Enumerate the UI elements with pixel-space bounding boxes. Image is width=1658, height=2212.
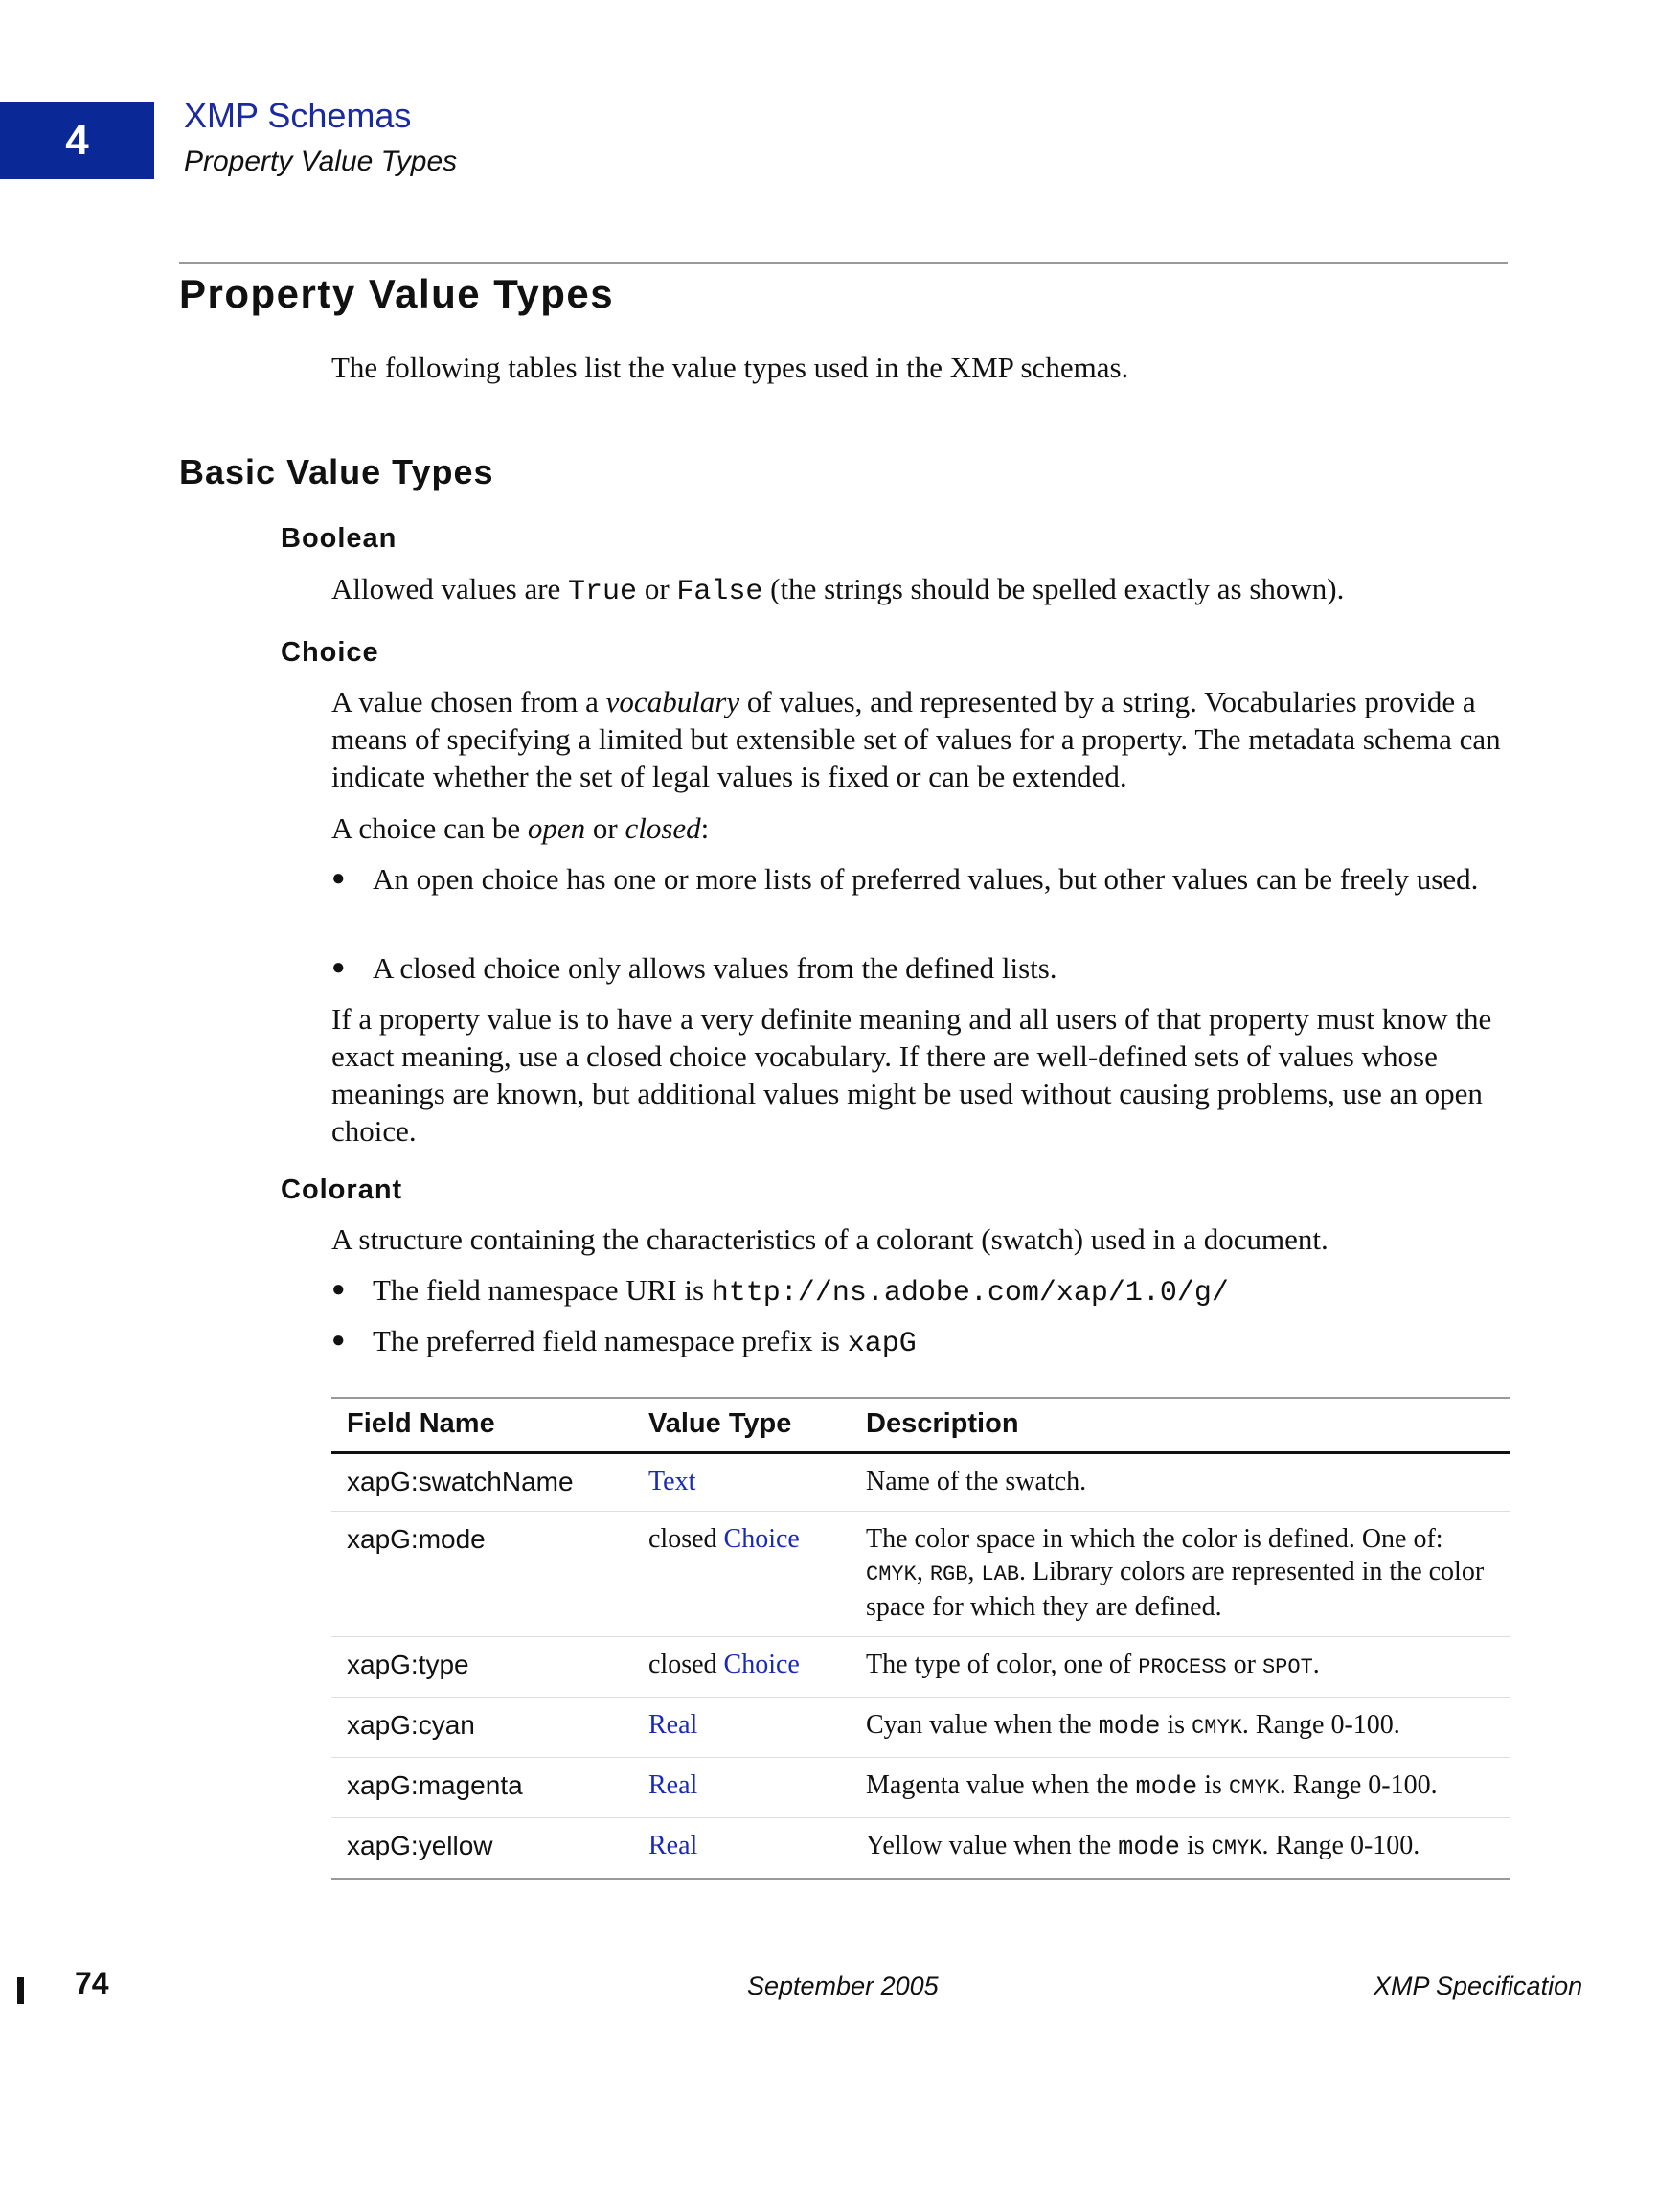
bullet-icon: ● — [331, 955, 346, 980]
false-value: False — [676, 576, 763, 608]
true-value: True — [568, 576, 638, 608]
header-section-title: Property Value Types — [184, 146, 458, 177]
list-item: ● An open choice has one or more lists of preferred values, but other values can be freely used. — [331, 862, 1479, 896]
footer-document-title: XMP Specification — [1374, 1972, 1583, 2000]
namespace-uri: http://ns.adobe.com/xap/1.0/g/ — [711, 1277, 1229, 1310]
field-description: Magenta value when the mode is CMYK. Range 0-100. — [851, 1758, 1510, 1818]
bullet-icon: ● — [331, 1328, 346, 1353]
value-type — [633, 1453, 851, 1512]
value-type-link[interactable]: Text — [648, 1467, 696, 1496]
table-row — [331, 1758, 1510, 1818]
field-description: The type of color, one of PROCESS or SPOT. — [851, 1637, 1510, 1698]
bullet-icon: ● — [331, 866, 346, 891]
value-type — [633, 1758, 851, 1818]
table-header-row — [331, 1398, 1510, 1453]
field-name: xapG:mode — [331, 1512, 633, 1637]
value-type-link[interactable]: Real — [648, 1770, 698, 1800]
value-type-link[interactable]: Real — [648, 1831, 698, 1860]
subsection-title: Basic Value Types — [179, 452, 494, 491]
footer-date: September 2005 — [747, 1972, 939, 2000]
page-number: 74 — [75, 1966, 109, 2000]
section-divider — [179, 262, 1508, 264]
field-name: xapG:cyan — [331, 1698, 633, 1758]
value-type: closed Choice — [633, 1637, 851, 1698]
colorant-heading: Colorant — [281, 1174, 403, 1205]
section-intro: The following tables list the value types used in the XMP schemas. — [331, 351, 1129, 384]
section-title: Property Value Types — [179, 271, 615, 316]
colorant-fields-table — [331, 1397, 1510, 1880]
value-type — [633, 1818, 851, 1880]
boolean-heading: Boolean — [281, 523, 397, 554]
value-type: closed Choice — [633, 1512, 851, 1637]
choice-paragraph-2: A choice can be open or closed: — [331, 811, 710, 845]
field-description: Name of the swatch. — [851, 1453, 1510, 1512]
table-row — [331, 1698, 1510, 1758]
field-name: xapG:swatchName — [331, 1453, 633, 1512]
header-chapter-title[interactable]: XMP Schemas — [184, 96, 412, 135]
colorant-description: A structure containing the characteristics of a colorant (swatch) used in a document. — [331, 1222, 1329, 1256]
table-row — [331, 1818, 1510, 1880]
field-description: Cyan value when the mode is CMYK. Range 0-100. — [851, 1698, 1510, 1758]
field-description: Yellow value when the mode is CMYK. Range 0-100. — [851, 1818, 1510, 1880]
bullet-icon: ● — [331, 1277, 346, 1302]
namespace-prefix: xapG — [847, 1328, 917, 1360]
choice-heading: Choice — [281, 637, 379, 668]
field-name: xapG:type — [331, 1637, 633, 1698]
chapter-number: 4 — [65, 116, 89, 164]
chapter-number-tab — [0, 102, 154, 179]
value-type — [633, 1698, 851, 1758]
field-name: xapG:yellow — [331, 1818, 633, 1880]
table-row — [331, 1453, 1510, 1512]
table-row — [331, 1637, 1510, 1698]
choice-paragraph-3: If a property value is to have a very definite meaning and all users of that property must know the exact meaning, use a closed choice vocabulary. If there are well-defined sets of values whose meanings are known, but additional values might be used without causing problems, use an open choice. — [331, 1002, 1492, 1148]
field-description: The color space in which the color is defined. One of: CMYK, RGB, LAB. Library colors are represented in the color space for which they are defined. — [851, 1512, 1510, 1637]
value-type-link[interactable]: Choice — [723, 1524, 800, 1554]
value-type-link[interactable]: Real — [648, 1710, 698, 1740]
field-name: xapG:magenta — [331, 1758, 633, 1818]
column-header-value-type: Value Type — [633, 1398, 851, 1453]
change-bar — [17, 1977, 24, 2004]
choice-paragraph-1: A value chosen from a vocabulary of values, and represented by a string. Vocabularies provide a means of specifying a limited but extensible set of values for a property. The metadata schema can indicate whether the set of legal values is fixed or can be extended. — [331, 685, 1501, 793]
column-header-description: Description — [851, 1398, 1510, 1453]
list-item: ● A closed choice only allows values from the defined lists. — [331, 951, 1057, 985]
table-row — [331, 1512, 1510, 1637]
list-item: ● The field namespace URI is http://ns.adobe.com/xap/1.0/g/ — [331, 1273, 1229, 1310]
boolean-description: Allowed values are True or False (the strings should be spelled exactly as shown). — [331, 572, 1345, 608]
list-item: ● The preferred field namespace prefix is xapG — [331, 1324, 917, 1360]
column-header-field-name: Field Name — [331, 1398, 633, 1453]
value-type-link[interactable]: Choice — [723, 1650, 800, 1679]
